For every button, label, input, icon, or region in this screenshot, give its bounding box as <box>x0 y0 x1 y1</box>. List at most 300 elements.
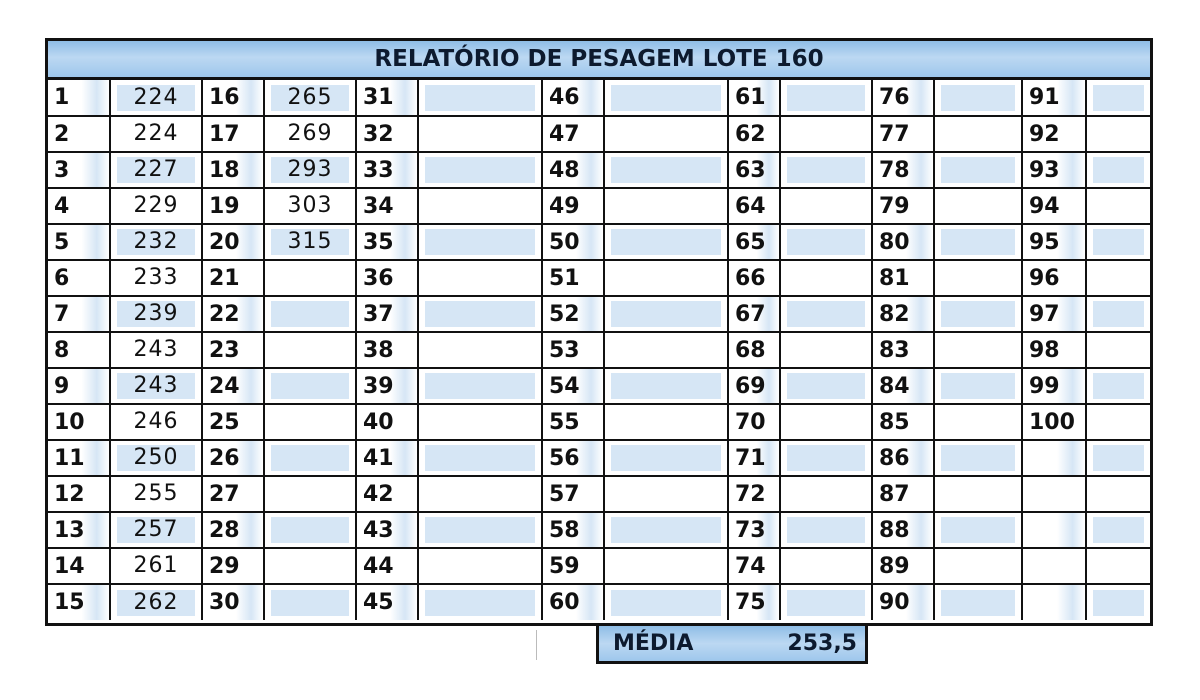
weighing-report <box>45 38 1153 626</box>
weight-cell <box>418 404 542 440</box>
row-number: 59 <box>542 548 604 584</box>
row-number: 4 <box>48 188 110 224</box>
weight-cell <box>934 404 1022 440</box>
weight-value <box>611 121 721 147</box>
weight-value <box>941 517 1015 543</box>
weight-value <box>941 193 1015 219</box>
weight-value <box>787 590 865 616</box>
weight-value <box>1093 265 1144 291</box>
row-number: 62 <box>728 116 780 152</box>
weight-value <box>941 373 1015 399</box>
weight-value: 262 <box>117 590 195 616</box>
weight-cell <box>110 440 202 476</box>
row-number: 46 <box>542 80 604 116</box>
weight-value <box>271 481 349 507</box>
weight-cell <box>934 584 1022 620</box>
row-number <box>1022 512 1086 548</box>
weight-value <box>425 409 535 435</box>
row-number: 13 <box>48 512 110 548</box>
weight-cell <box>418 584 542 620</box>
weight-cell <box>604 116 728 152</box>
row-number: 17 <box>202 116 264 152</box>
weight-value: 246 <box>133 409 179 434</box>
row-number: 54 <box>542 368 604 404</box>
row-number: 68 <box>728 332 780 368</box>
weight-value <box>425 157 535 183</box>
table-row <box>48 188 1150 224</box>
weight-cell <box>110 224 202 260</box>
weight-value: 255 <box>133 481 179 506</box>
row-number: 76 <box>872 80 934 116</box>
weight-cell <box>110 296 202 332</box>
weight-value <box>787 121 865 147</box>
row-number: 81 <box>872 260 934 296</box>
row-number: 66 <box>728 260 780 296</box>
row-number: 74 <box>728 548 780 584</box>
weight-value <box>425 517 535 543</box>
row-number: 47 <box>542 116 604 152</box>
weight-value <box>787 157 865 183</box>
row-number: 22 <box>202 296 264 332</box>
table-row <box>48 260 1150 296</box>
weight-value <box>425 337 535 363</box>
row-number: 19 <box>202 188 264 224</box>
row-number: 77 <box>872 116 934 152</box>
weight-value <box>941 301 1015 327</box>
weight-cell <box>418 548 542 584</box>
weight-cell <box>934 152 1022 188</box>
weight-cell <box>264 188 356 224</box>
row-number: 14 <box>48 548 110 584</box>
weight-value <box>425 193 535 219</box>
weight-cell <box>418 332 542 368</box>
weight-cell <box>1086 440 1150 476</box>
row-number: 91 <box>1022 80 1086 116</box>
row-number: 29 <box>202 548 264 584</box>
weight-value: 243 <box>117 373 195 399</box>
weight-value <box>941 481 1015 507</box>
weight-value <box>941 229 1015 255</box>
weight-value <box>611 590 721 616</box>
weight-value <box>787 445 865 471</box>
weight-cell <box>1086 116 1150 152</box>
weight-cell <box>110 188 202 224</box>
weight-cell <box>110 476 202 512</box>
weight-cell <box>780 80 872 116</box>
weight-cell <box>780 404 872 440</box>
weight-cell <box>264 476 356 512</box>
row-number: 21 <box>202 260 264 296</box>
weights-table <box>48 80 1150 620</box>
weight-value <box>941 553 1015 579</box>
weight-value <box>1093 121 1144 147</box>
row-number <box>1022 548 1086 584</box>
row-number: 82 <box>872 296 934 332</box>
table-row <box>48 368 1150 404</box>
weight-cell <box>604 296 728 332</box>
weight-cell <box>1086 296 1150 332</box>
weight-value <box>941 85 1015 111</box>
table-row <box>48 404 1150 440</box>
row-number: 27 <box>202 476 264 512</box>
weight-cell <box>264 332 356 368</box>
row-number: 26 <box>202 440 264 476</box>
weight-cell <box>780 512 872 548</box>
weight-value <box>787 301 865 327</box>
weight-cell <box>264 404 356 440</box>
weight-value <box>1093 553 1144 579</box>
weight-value <box>611 193 721 219</box>
weight-value: 303 <box>287 193 333 218</box>
average-box <box>596 626 868 664</box>
weight-cell <box>934 260 1022 296</box>
weight-cell <box>418 476 542 512</box>
weight-cell <box>604 584 728 620</box>
row-number: 89 <box>872 548 934 584</box>
divider <box>536 630 537 660</box>
row-number: 43 <box>356 512 418 548</box>
weight-cell <box>110 116 202 152</box>
weight-cell <box>264 260 356 296</box>
weight-value: 261 <box>133 553 179 578</box>
weight-cell <box>780 440 872 476</box>
table-row <box>48 440 1150 476</box>
weight-value <box>271 553 349 579</box>
weight-cell <box>264 152 356 188</box>
weight-cell <box>780 332 872 368</box>
weight-cell <box>1086 152 1150 188</box>
weight-cell <box>418 80 542 116</box>
weight-cell <box>780 152 872 188</box>
row-number: 45 <box>356 584 418 620</box>
weight-cell <box>1086 476 1150 512</box>
weight-cell <box>1086 332 1150 368</box>
row-number: 37 <box>356 296 418 332</box>
weight-value <box>425 229 535 255</box>
weight-value <box>271 517 349 543</box>
row-number: 55 <box>542 404 604 440</box>
weight-value: 224 <box>117 85 195 111</box>
row-number <box>1022 476 1086 512</box>
weight-value <box>611 481 721 507</box>
row-number: 41 <box>356 440 418 476</box>
row-number: 28 <box>202 512 264 548</box>
row-number: 34 <box>356 188 418 224</box>
weight-cell <box>110 152 202 188</box>
weight-value <box>425 590 535 616</box>
weight-value: 233 <box>133 265 179 290</box>
weight-cell <box>780 188 872 224</box>
row-number: 96 <box>1022 260 1086 296</box>
weight-cell <box>418 260 542 296</box>
row-number: 40 <box>356 404 418 440</box>
weight-cell <box>1086 368 1150 404</box>
weight-cell <box>934 296 1022 332</box>
row-number: 1 <box>48 80 110 116</box>
weight-value <box>425 373 535 399</box>
row-number: 83 <box>872 332 934 368</box>
weight-value <box>941 445 1015 471</box>
row-number: 25 <box>202 404 264 440</box>
weight-value <box>271 337 349 363</box>
row-number: 63 <box>728 152 780 188</box>
row-number: 52 <box>542 296 604 332</box>
weight-cell <box>110 584 202 620</box>
weight-cell <box>1086 512 1150 548</box>
row-number: 97 <box>1022 296 1086 332</box>
table-row <box>48 512 1150 548</box>
row-number: 31 <box>356 80 418 116</box>
weight-cell <box>934 368 1022 404</box>
weight-cell <box>604 476 728 512</box>
row-number: 15 <box>48 584 110 620</box>
weight-value <box>425 445 535 471</box>
weight-value <box>271 590 349 616</box>
weight-cell <box>418 368 542 404</box>
row-number: 93 <box>1022 152 1086 188</box>
weight-cell <box>934 440 1022 476</box>
weight-value <box>425 553 535 579</box>
row-number: 88 <box>872 512 934 548</box>
weight-cell <box>604 332 728 368</box>
weight-value <box>1093 337 1144 363</box>
weight-value <box>611 85 721 111</box>
row-number: 72 <box>728 476 780 512</box>
weight-cell <box>264 512 356 548</box>
row-number: 18 <box>202 152 264 188</box>
weight-value <box>787 409 865 435</box>
row-number: 79 <box>872 188 934 224</box>
weight-value <box>611 517 721 543</box>
weight-value <box>611 301 721 327</box>
weight-value <box>271 265 349 291</box>
weight-value <box>787 265 865 291</box>
row-number: 39 <box>356 368 418 404</box>
row-number: 51 <box>542 260 604 296</box>
weight-value <box>941 121 1015 147</box>
average-value: 253,5 <box>787 631 857 656</box>
row-number: 64 <box>728 188 780 224</box>
row-number: 38 <box>356 332 418 368</box>
weight-value <box>271 373 349 399</box>
weight-value: 293 <box>271 157 349 183</box>
weight-cell <box>110 332 202 368</box>
row-number: 86 <box>872 440 934 476</box>
weight-cell <box>934 188 1022 224</box>
row-number: 69 <box>728 368 780 404</box>
weight-value <box>611 265 721 291</box>
row-number: 11 <box>48 440 110 476</box>
weight-value: 269 <box>287 121 333 146</box>
weight-value <box>941 157 1015 183</box>
row-number: 36 <box>356 260 418 296</box>
weight-value: 224 <box>133 121 179 146</box>
row-number: 71 <box>728 440 780 476</box>
row-number: 20 <box>202 224 264 260</box>
row-number: 24 <box>202 368 264 404</box>
weight-cell <box>604 80 728 116</box>
table-row <box>48 224 1150 260</box>
weight-value <box>1093 157 1144 183</box>
weight-value: 232 <box>117 229 195 255</box>
row-number: 32 <box>356 116 418 152</box>
weight-cell <box>1086 188 1150 224</box>
row-number: 84 <box>872 368 934 404</box>
weight-cell <box>418 188 542 224</box>
weight-cell <box>418 152 542 188</box>
weight-value <box>611 229 721 255</box>
row-number: 33 <box>356 152 418 188</box>
weight-cell <box>604 224 728 260</box>
row-number: 99 <box>1022 368 1086 404</box>
weight-value <box>787 481 865 507</box>
row-number: 85 <box>872 404 934 440</box>
weight-cell <box>604 512 728 548</box>
weight-value: 227 <box>117 157 195 183</box>
weight-cell <box>780 368 872 404</box>
average-label: MÉDIA <box>613 631 694 656</box>
row-number: 94 <box>1022 188 1086 224</box>
weight-cell <box>780 476 872 512</box>
weight-value <box>1093 229 1144 255</box>
weight-value <box>611 373 721 399</box>
row-number <box>1022 584 1086 620</box>
row-number: 8 <box>48 332 110 368</box>
weight-value <box>271 301 349 327</box>
weight-value <box>1093 590 1144 616</box>
weight-value <box>1093 85 1144 111</box>
row-number: 73 <box>728 512 780 548</box>
row-number: 35 <box>356 224 418 260</box>
row-number: 65 <box>728 224 780 260</box>
weight-value <box>425 121 535 147</box>
weight-value <box>611 157 721 183</box>
row-number: 92 <box>1022 116 1086 152</box>
table-row <box>48 476 1150 512</box>
weight-value <box>1093 301 1144 327</box>
row-number: 49 <box>542 188 604 224</box>
weight-cell <box>264 440 356 476</box>
weight-value <box>787 373 865 399</box>
weight-cell <box>264 548 356 584</box>
weight-cell <box>780 116 872 152</box>
table-row <box>48 116 1150 152</box>
row-number: 5 <box>48 224 110 260</box>
weight-cell <box>934 476 1022 512</box>
weight-value <box>787 85 865 111</box>
weight-cell <box>418 224 542 260</box>
weight-cell <box>264 368 356 404</box>
weight-cell <box>418 512 542 548</box>
row-number: 95 <box>1022 224 1086 260</box>
table-row <box>48 332 1150 368</box>
weight-value <box>787 337 865 363</box>
weight-cell <box>1086 80 1150 116</box>
weight-value: 257 <box>117 517 195 543</box>
weight-cell <box>934 224 1022 260</box>
weight-cell <box>934 512 1022 548</box>
weight-cell <box>110 404 202 440</box>
weight-value <box>787 193 865 219</box>
weight-value <box>941 265 1015 291</box>
weight-value <box>425 265 535 291</box>
weight-cell <box>418 440 542 476</box>
weight-cell <box>780 548 872 584</box>
row-number: 7 <box>48 296 110 332</box>
row-number: 53 <box>542 332 604 368</box>
weight-cell <box>934 332 1022 368</box>
weight-cell <box>418 116 542 152</box>
row-number: 60 <box>542 584 604 620</box>
weight-cell <box>780 260 872 296</box>
weight-value <box>1093 409 1144 435</box>
row-number: 58 <box>542 512 604 548</box>
row-number: 80 <box>872 224 934 260</box>
row-number: 42 <box>356 476 418 512</box>
weight-value: 229 <box>133 193 179 218</box>
weight-value <box>611 409 721 435</box>
weight-cell <box>418 296 542 332</box>
row-number: 2 <box>48 116 110 152</box>
weight-cell <box>780 584 872 620</box>
weight-cell <box>264 296 356 332</box>
weight-cell <box>1086 548 1150 584</box>
weight-value <box>1093 445 1144 471</box>
row-number: 44 <box>356 548 418 584</box>
weight-cell <box>780 296 872 332</box>
row-number: 3 <box>48 152 110 188</box>
table-row <box>48 548 1150 584</box>
weight-value: 250 <box>117 445 195 471</box>
report-title: RELATÓRIO DE PESAGEM LOTE 160 <box>48 41 1150 80</box>
weight-cell <box>264 584 356 620</box>
weight-value <box>1093 481 1144 507</box>
weight-value <box>271 445 349 471</box>
row-number: 75 <box>728 584 780 620</box>
weight-value <box>787 517 865 543</box>
row-number: 61 <box>728 80 780 116</box>
weight-value <box>941 337 1015 363</box>
row-number: 98 <box>1022 332 1086 368</box>
weight-cell <box>604 404 728 440</box>
weight-value <box>787 553 865 579</box>
weight-value <box>1093 373 1144 399</box>
weight-value <box>425 481 535 507</box>
weight-value <box>425 301 535 327</box>
weight-cell <box>780 224 872 260</box>
table-row <box>48 152 1150 188</box>
row-number: 30 <box>202 584 264 620</box>
row-number: 12 <box>48 476 110 512</box>
weight-cell <box>110 368 202 404</box>
row-number: 16 <box>202 80 264 116</box>
weight-value <box>941 409 1015 435</box>
weight-cell <box>604 440 728 476</box>
weight-value <box>787 229 865 255</box>
row-number: 90 <box>872 584 934 620</box>
weight-cell <box>264 116 356 152</box>
weight-cell <box>110 548 202 584</box>
row-number: 10 <box>48 404 110 440</box>
weight-value: 265 <box>271 85 349 111</box>
weight-value <box>611 553 721 579</box>
weight-cell <box>264 80 356 116</box>
weight-value <box>611 337 721 363</box>
weight-value <box>425 85 535 111</box>
weight-cell <box>110 512 202 548</box>
weight-value <box>1093 193 1144 219</box>
weight-value <box>271 409 349 435</box>
